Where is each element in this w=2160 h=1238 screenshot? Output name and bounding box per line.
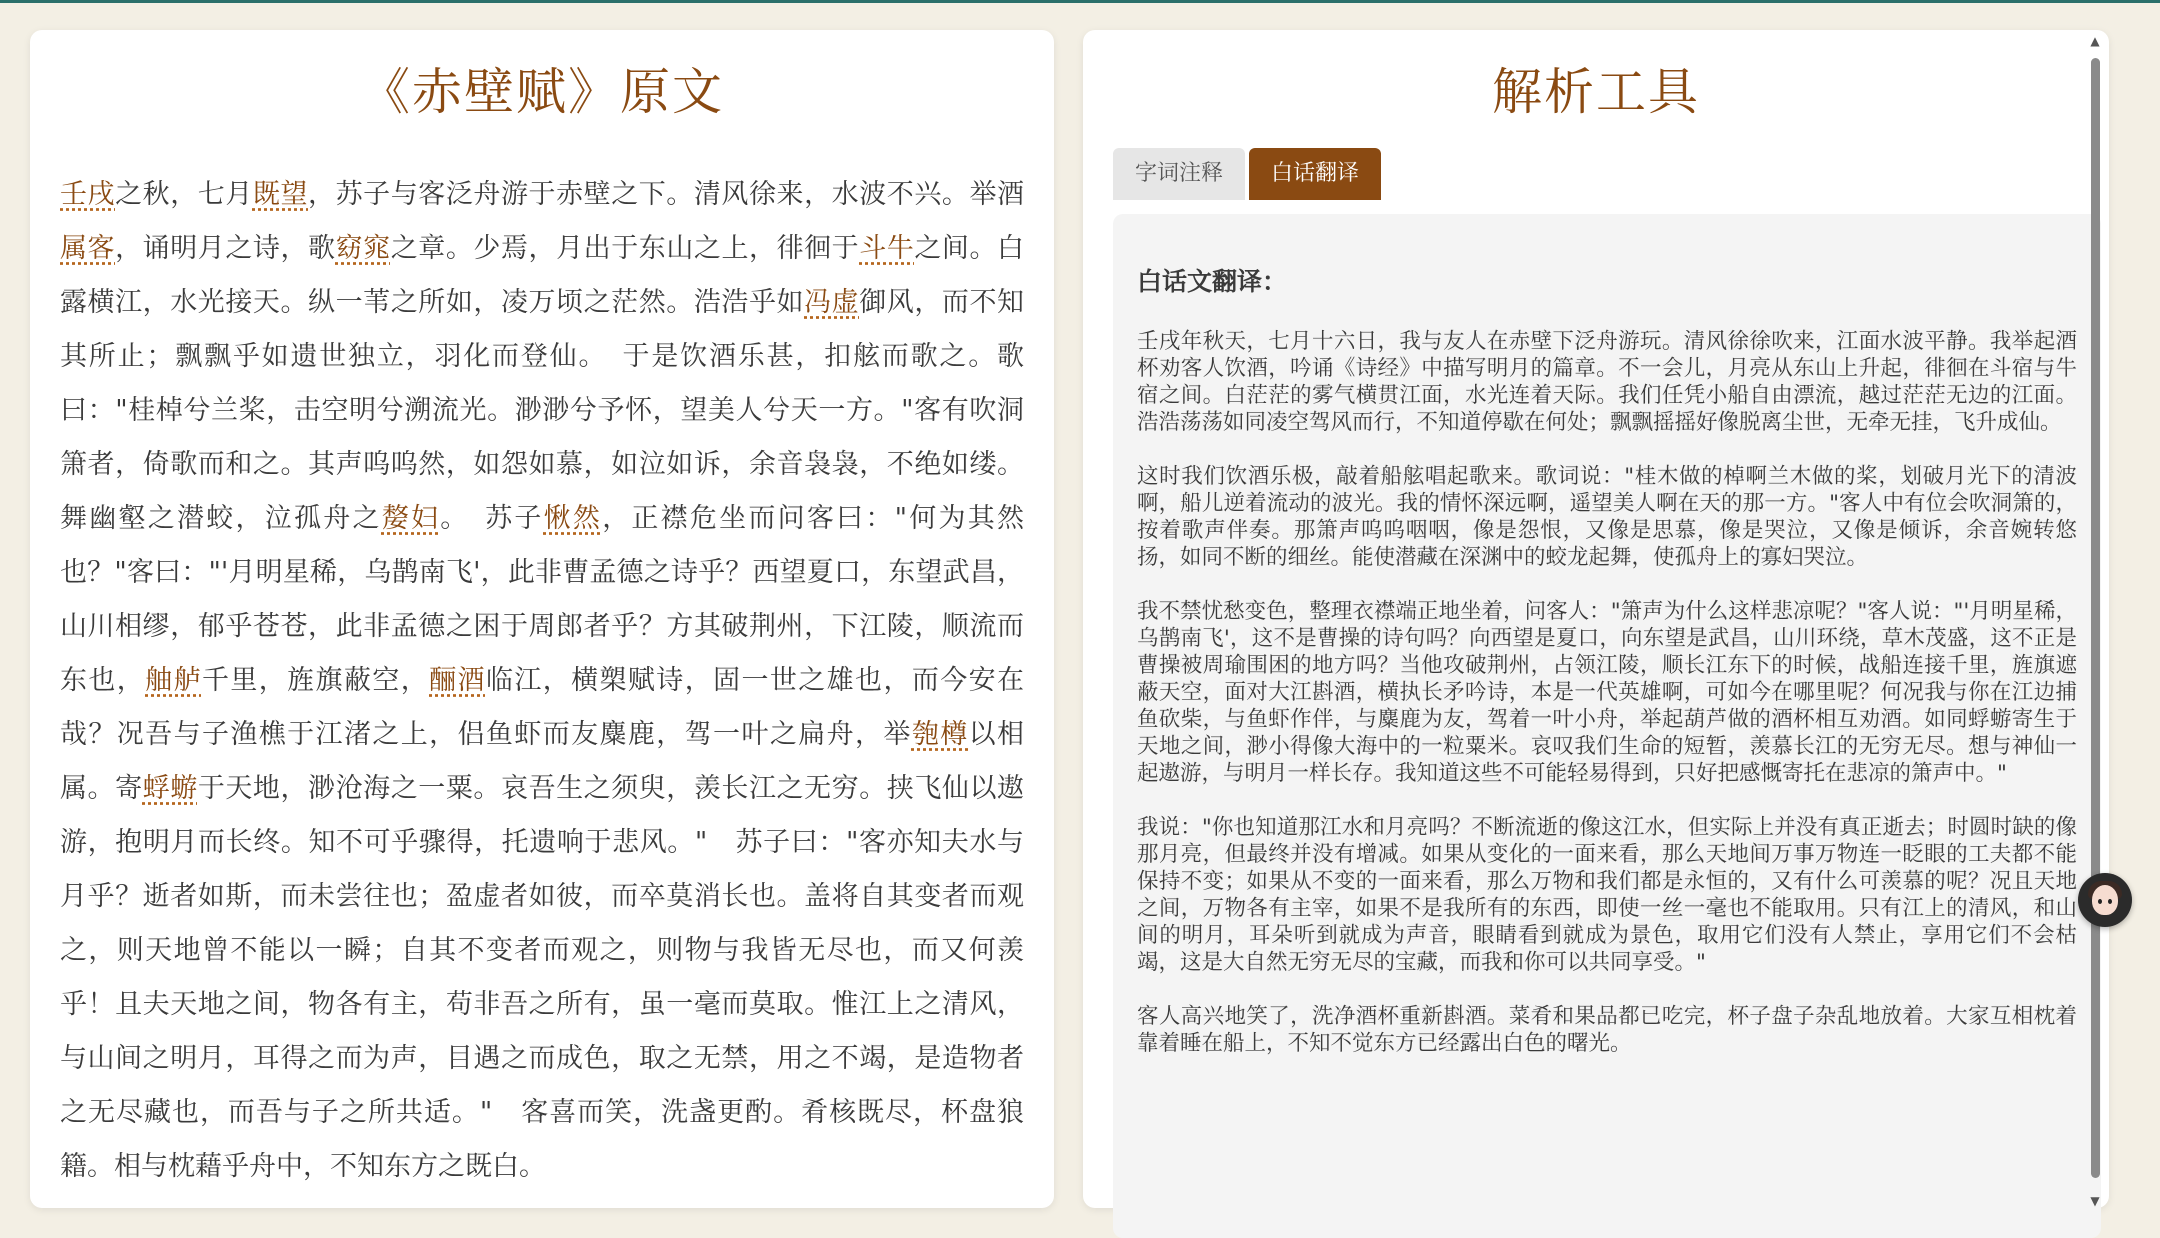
translation-paragraph: 客人高兴地笑了，洗净酒杯重新斟酒。菜肴和果品都已吃完，杯子盘子杂乱地放着。大家互相枕着靠着睡在船上，不知不觉东方已经露出白色的曙光。 [1137,1004,2077,1056]
page-scrollbar[interactable] [2088,34,2102,1208]
translation-paragraph: 这时我们饮酒乐极，敲着船舷唱起歌来。歌词说："桂木做的棹啊兰木做的桨，划破月光下的清波啊，船儿逆着流动的波光。我的情怀深远啊，遥望美人啊在天的那一方。"客人中有位会吹洞箫的，按着歌声伴奏。那箫声呜呜咽咽，像是怨恨，又像是思慕，像是哭泣，又像是倾诉，余音婉转悠扬，如同不断的细丝。能使潜藏在深渊中的蛟龙起舞，使孤舟上的寡妇哭泣。 [1137,464,2077,570]
original-text-segment: 御风，而不知其所止；飘飘乎如遗世独立，羽化而登仙。 于是饮酒乐甚，扣舷而歌之。歌曰："桂棹兮兰桨，击空明兮溯流光。渺渺兮予怀，望美人兮天一方。"客有吹洞箫者，倚歌而和之。其声呜呜然，如怨如慕，如泣如诉，余音袅袅，不绝如缕。舞幽壑之潜蛟，泣孤舟之 [60,287,1025,534]
avatar-face [2092,885,2118,915]
original-text-segment: 千里，旌旗蔽空， [201,665,430,696]
original-text-segment: 以相属。寄 [60,719,1025,804]
tab-word-notes[interactable]: 字词注释 [1113,148,1245,200]
original-text-segment: 之章。少焉，月出于东山之上，徘徊于 [390,233,860,264]
original-text-segment: ，正襟危坐而问客曰："何为其然也？"客曰："'月明星稀，乌鹊南飞'，此非曹孟德之诗乎？西望夏口，东望武昌，山川相缪，郁乎苍苍，此非孟德之困于周郎者乎？方其破荆州，下江陵，顺流而东也， [60,503,1025,696]
analysis-tools-title: 解析工具 [1492,63,1700,121]
translation-paragraph: 壬戌年秋天，七月十六日，我与友人在赤壁下泛舟游玩。清风徐徐吹来，江面水波平静。我举起酒杯劝客人饮酒，吟诵《诗经》中描写明月的篇章。不一会儿，月亮从东山上升起，徘徊在斗宿与牛宿之间。白茫茫的雾气横贯江面，水光连着天际。我们任凭小船自由漂流，越过茫茫无边的江面。浩浩荡荡如同凌空驾风而行，不知道停歇在何处；飘飘摇摇好像脱离尘世，无牵无挂，飞升成仙。 [1137,329,2077,435]
top-accent-line [0,0,2160,3]
avatar-eye [2098,899,2102,904]
original-text-title: 《赤壁赋》原文 [360,63,724,121]
analysis-tabs [1113,148,1385,200]
scroll-down-arrow-icon[interactable]: ▼ [2090,1194,2100,1208]
original-text-body [60,168,1024,1194]
translation-content [1113,214,2101,1238]
annotated-term[interactable]: 属客 [60,233,116,264]
annotated-term[interactable]: 蜉蝣 [142,773,198,804]
scrollbar-thumb[interactable] [2091,58,2100,1178]
original-text-segment: 。 苏子 [440,503,544,534]
annotated-term[interactable]: 冯虚 [804,287,860,318]
original-text-segment: 临江，横槊赋诗，固一世之雄也，而今安在哉？况吾与子渔樵于江渚之上，侣鱼虾而友麋鹿，驾一叶之扁舟，举 [60,665,1025,750]
translation-paragraph: 我不禁忧愁变色，整理衣襟端正地坐着，问客人："箫声为什么这样悲凉呢？"客人说："'月明星稀，乌鹊南飞'，这不是曹操的诗句吗？向西望是夏口，向东望是武昌，山川环绕，草木茂盛，这不正是曹操被周瑜围困的地方吗？当他攻破荆州，占领江陵，顺长江东下的时候，战船连接千里，旌旗遮蔽天空，面对大江斟酒，横执长矛吟诗，本是一代英雄啊，可如今在哪里呢？何况我与你在江边捕鱼砍柴，与鱼虾作伴，与麋鹿为友，驾着一叶小舟，举起葫芦做的酒杯相互劝酒。如同蜉蝣寄生于天地之间，渺小得像大海中的一粒粟米。哀叹我们生命的短暂，羡慕长江的无穷无尽。想与神仙一起遨游，与明月一样长存。我知道这些不可能轻易得到，只好把感慨寄托在悲凉的箫声中。" [1137,599,2077,786]
original-text-segment: ，苏子与客泛舟游于赤壁之下。清风徐来，水波不兴。举酒 [308,179,1025,210]
original-text-segment: 之秋，七月 [115,179,253,210]
annotated-term[interactable]: 壬戌 [60,179,116,210]
annotated-term[interactable]: 窈窕 [335,233,391,264]
annotated-term[interactable]: 既望 [252,179,309,210]
annotated-term[interactable]: 愀然 [543,503,603,534]
annotated-term[interactable]: 匏樽 [911,719,969,750]
translation-heading: 白话文翻译： [1137,267,1288,296]
scroll-up-arrow-icon[interactable]: ▲ [2090,34,2100,48]
original-text-panel [30,30,1054,1208]
tab-vernacular-translation[interactable]: 白话翻译 [1249,148,1381,200]
original-text-segment: ，诵明月之诗，歌 [115,233,336,264]
annotated-term[interactable]: 斗牛 [859,233,915,264]
avatar-eye [2108,899,2112,904]
analysis-tools-panel [1083,30,2109,1208]
original-text-segment: 于天地，渺沧海之一粟。哀吾生之须臾，羡长江之无穷。挟飞仙以遨游，抱明月而长终。知不可乎骤得，托遗响于悲风。" 苏子曰："客亦知夫水与月乎？逝者如斯，而未尝往也；盈虚者如彼，而卒莫消长也。盖将自其变者而观之，则天地曾不能以一瞬；自其不变者而观之，则物与我皆无尽也，而又何羡乎！且夫天地之间，物各有主，苟非吾之所有，虽一毫而莫取。惟江上之清风，与山间之明月，耳得之而为声，目遇之而成色，取之无禁，用之不竭，是造物者之无尽藏也，而吾与子之所共适。" 客喜而笑，洗盏更酌。肴核既尽，杯盘狼籍。相与枕藉乎舟中，不知东方之既白。 [60,773,1025,1182]
annotated-term[interactable]: 酾酒 [429,665,486,696]
annotated-term[interactable]: 嫠妇 [381,503,441,534]
annotated-term[interactable]: 舳舻 [145,665,202,696]
assistant-avatar-icon[interactable] [2078,873,2132,927]
translation-paragraph: 我说："你也知道那江水和月亮吗？不断流逝的像这江水，但实际上并没有真正逝去；时圆时缺的像那月亮，但最终并没有增减。如果从变化的一面来看，那么天地间万事万物连一眨眼的工夫都不能保持不变；如果从不变的一面来看，那么万物和我们都是永恒的，又有什么可羡慕的呢？况且天地之间，万物各有主宰，如果不是我所有的东西，即使一丝一毫也不能取用。只有江上的清风，和山间的明月，耳朵听到就成为声音，眼睛看到就成为景色，取用它们没有人禁止，享用它们不会枯竭，这是大自然无穷无尽的宝藏，而我和你可以共同享受。" [1137,815,2077,975]
original-text-segment: 之间。白露横江，水光接天。纵一苇之所如，凌万顷之茫然。浩浩乎如 [60,233,1025,318]
